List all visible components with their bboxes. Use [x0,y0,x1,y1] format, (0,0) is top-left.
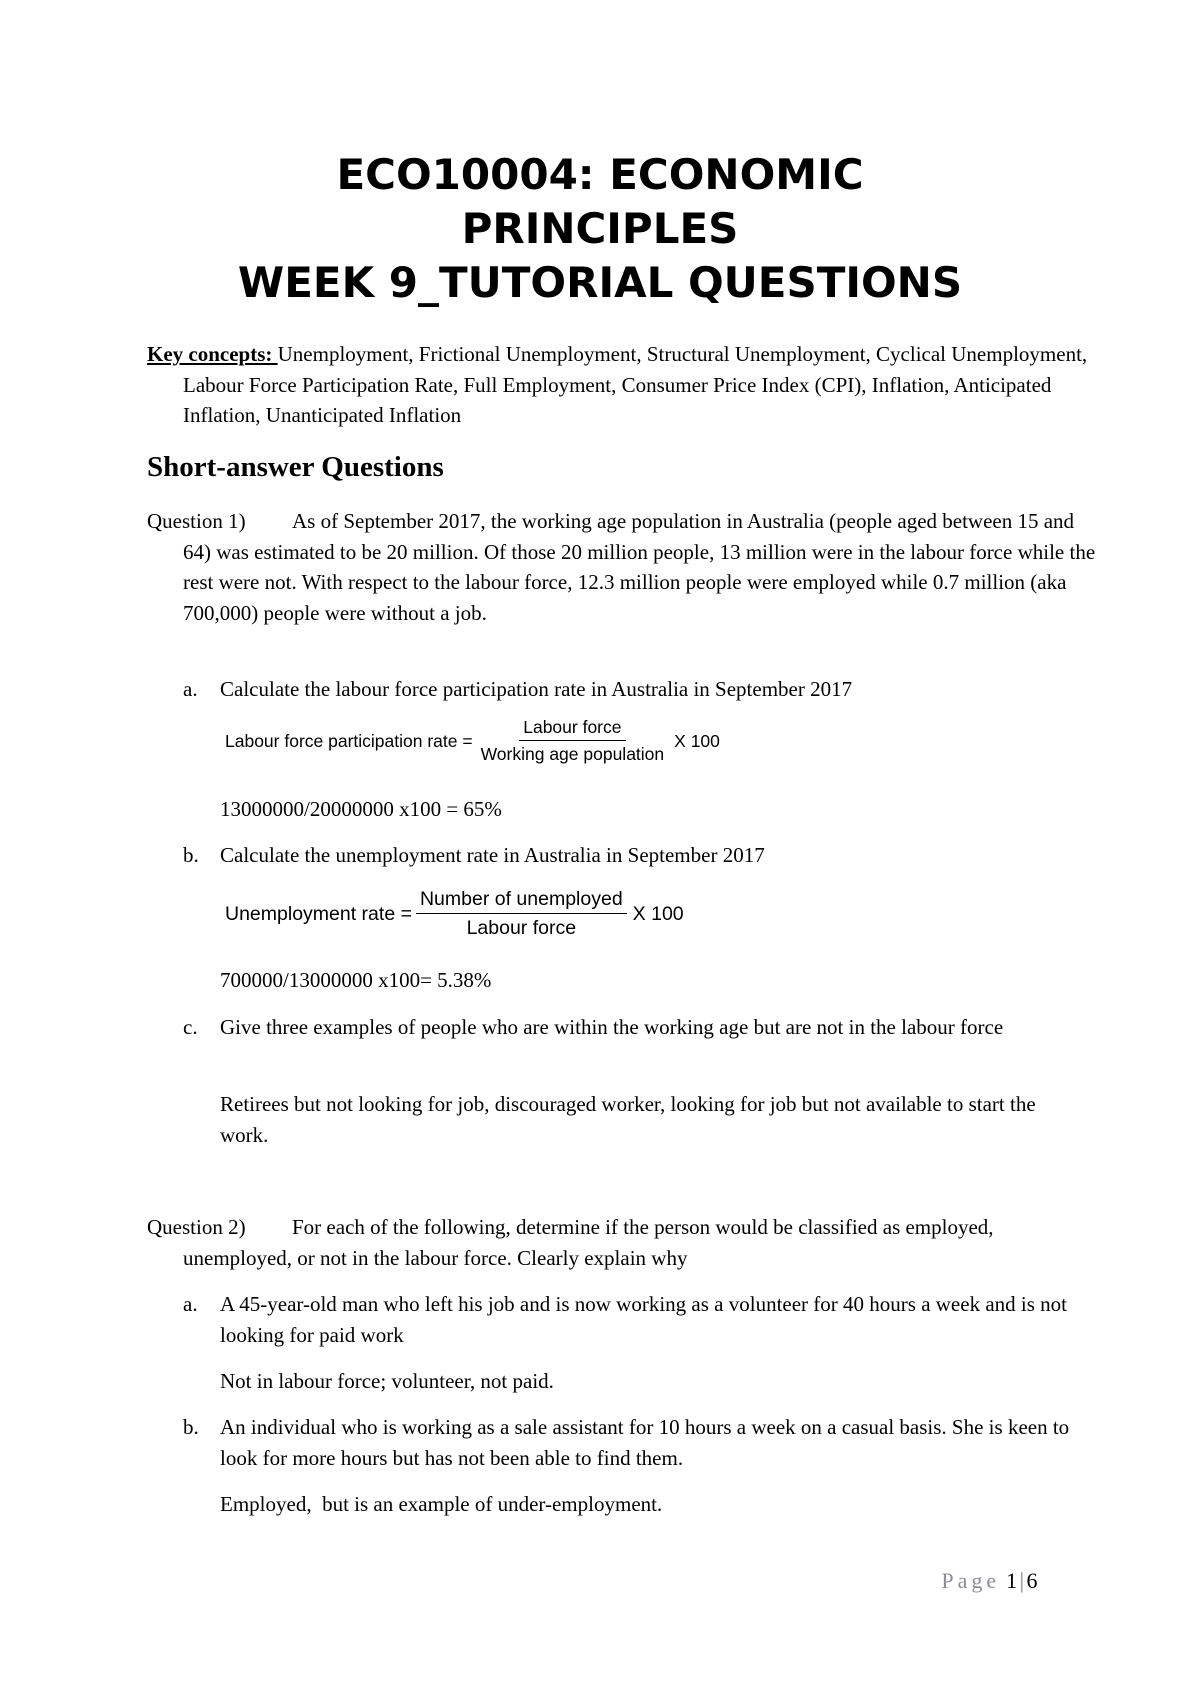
participation-rate-formula [225,717,720,765]
question-2-text: For each of the following, determine if the person would be classified as employed, unemployed, or not in the labour force. Clearly explain why [183,1215,994,1270]
formula-fraction [416,888,627,940]
formula-denominator: Working age population [480,744,665,764]
question-1-label: Question 1) [147,509,246,533]
key-concepts-label: Key concepts: [147,342,278,366]
formula-numerator: Number of unemployed [416,888,627,914]
formula-fraction [477,717,669,765]
question-2 [147,1212,1103,1273]
question-1a-text: Calculate the labour force participation rate in Australia in September 2017 [220,677,853,701]
question-1 [147,506,1103,628]
question-1c-letter: c. [183,1015,198,1039]
question-1c [183,1012,1110,1043]
document-title [0,148,1200,310]
unemployment-rate-formula [225,888,684,940]
question-1c-answer: Retirees but not looking for job, discouraged worker, looking for job but not available to start the work. [220,1092,1036,1147]
page-footer [941,1568,1038,1594]
formula-lhs: Unemployment rate = [225,902,412,925]
formula-denominator: Labour force [466,917,577,939]
page-total: 6 [1026,1568,1038,1593]
question-1a-answer: 13000000/20000000 x100 = 65% [220,797,502,821]
question-1-text: As of September 2017, the working age population in Australia (people aged between 15 and 64) was estimated to be 20 million. Of those 20 million people, 13 million were in the labour force while the rest were not. With respect to the labour force, 12.3 million people were employed while 0.7 million (aka 700,000) people were without a job. [183,509,1096,625]
formula-lhs: Labour force participation rate = [225,730,473,751]
question-1c-text: Give three examples of people who are within the working age but are not in the labour force [220,1015,1004,1039]
formula-factor: X 100 [674,730,720,751]
page-separator: | [1019,1568,1025,1593]
title-line-2: PRINCIPLES [461,204,739,253]
title-line-3: WEEK 9_TUTORIAL QUESTIONS [237,258,963,307]
question-1a-letter: a. [183,677,198,701]
question-2a-text: A 45-year-old man who left his job and is now working as a volunteer for 40 hours a week and is not looking for paid work [220,1292,1067,1347]
question-2a-letter: a. [183,1292,198,1316]
question-2-label: Question 2) [147,1215,246,1239]
key-concepts-text: Unemployment, Frictional Unemployment, Structural Unemployment, Cyclical Unemployment, Labour Force Participation Rate, Full Employment, Consumer Price Index (CPI), Inflation, Anticipated Inflation, Unanticipated Inflation [183,342,1088,427]
question-1b-letter: b. [183,843,199,867]
page-number: 1 [1006,1568,1018,1593]
title-line-1: ECO10004: ECONOMIC [336,150,864,199]
question-2a-answer: Not in labour force; volunteer, not paid. [220,1369,554,1393]
question-1b [183,840,1110,871]
question-2b-letter: b. [183,1415,199,1439]
page-label: Page [941,1568,1001,1593]
formula-numerator: Labour force [519,717,625,741]
question-1b-answer: 700000/13000000 x100= 5.38% [220,968,492,992]
key-concepts [147,339,1103,431]
question-2b-answer: Employed, but is an example of under-employment. [220,1492,663,1516]
formula-factor: X 100 [632,902,684,925]
section-heading: Short-answer Questions [147,451,444,483]
question-2a [183,1289,1110,1350]
question-1b-text: Calculate the unemployment rate in Australia in September 2017 [220,843,765,867]
question-1a [183,674,1110,705]
question-2b-text: An individual who is working as a sale assistant for 10 hours a week on a casual basis. She is keen to look for more hours but has not been able to find them. [220,1415,1070,1470]
question-2b [183,1412,1110,1473]
